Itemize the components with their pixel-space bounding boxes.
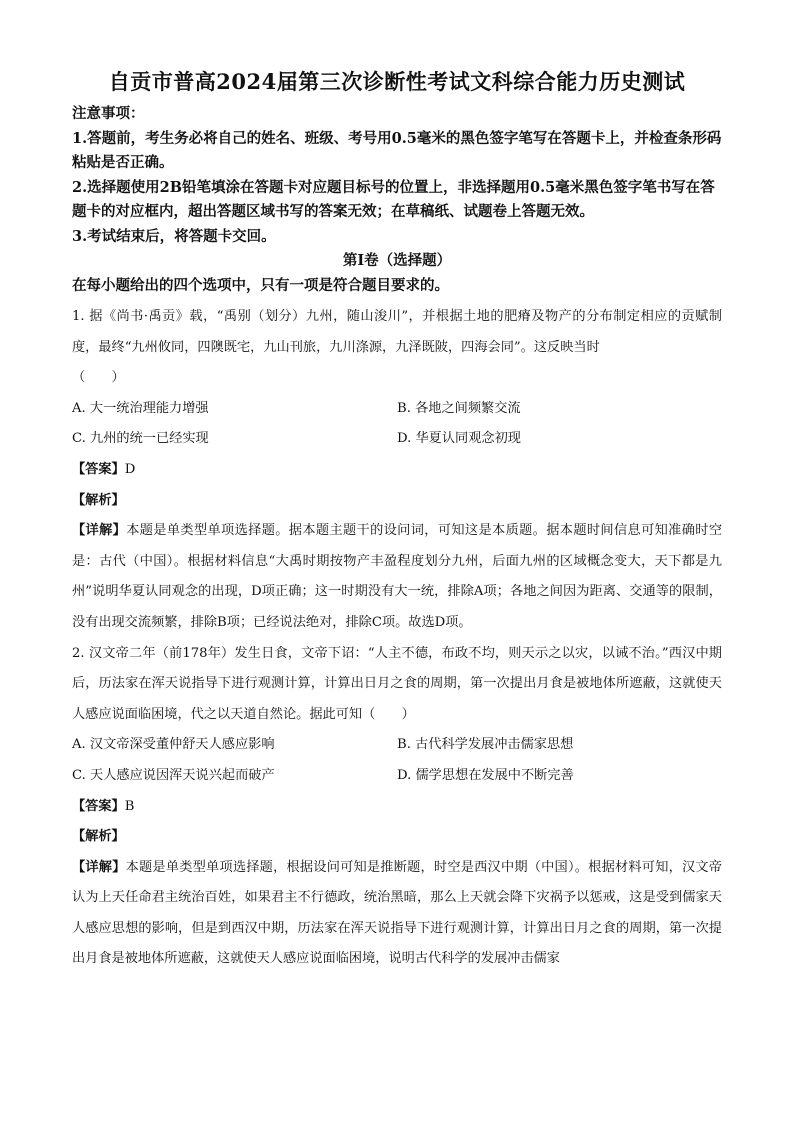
question-2-option-c: C. 天人感应说因浑天说兴起而破产 (72, 767, 275, 783)
detail-tag: 【详解】 (72, 859, 126, 875)
question-1-option-c: C. 九州的统一已经实现 (72, 431, 209, 447)
notice-item-3: 3.考试结束后，将答题卡交回。 (72, 227, 276, 245)
question-2-option-b: B. 古代科学发展冲击儒家思想 (397, 737, 574, 753)
question-2 (72, 639, 722, 976)
question-1 (72, 302, 722, 639)
question-1-answer (72, 455, 722, 486)
question-1-detail (72, 516, 722, 638)
answer-tag: 【答案】 (72, 461, 125, 477)
question-2-option-a: A. 汉文帝深受董仲舒天人感应影响 (72, 737, 275, 753)
section-title: 第Ⅰ卷（选择题） (342, 252, 452, 269)
question-1-stem: 1. 据《尚书·禹贡》载，“禹别（划分）九州，随山浚川”，并根据土地的肥瘠及物产的分布制定相应的贡赋制度，最终“九州攸同，四隩既宅，九山刊旅，九川涤源，九泽既陂，四海会同”。这反映当时 (72, 309, 722, 355)
notice-heading: 注意事项： (72, 105, 145, 122)
question-2-options (72, 730, 722, 791)
question-2-analysis-heading (72, 822, 722, 853)
answer-value: D (124, 461, 136, 477)
question-2-option-d: D. 儒学思想在发展中不断完善 (397, 767, 574, 783)
question-1-options (72, 394, 722, 455)
question-1-analysis-heading (72, 486, 722, 517)
answer-tag: 【答案】 (72, 798, 125, 814)
section-instruction: 在每小题给出的四个选项中，只有一项是符合题目要求的。 (72, 276, 449, 294)
question-1-option-a: A. 大一统治理能力增强 (72, 400, 209, 416)
notice-item-1: 1.答题前，考生务必将自己的姓名、班级、考号用0.5毫米的黑色签字笔写在答题卡上，并检查条形码粘贴是否正确。 (72, 129, 722, 171)
analysis-tag: 【解析】 (72, 829, 125, 845)
detail-tag: 【详解】 (72, 523, 127, 539)
question-2-stem: 2. 汉文帝二年（前178年）发生日食，文帝下诏：“人主不德，布政不均，则天示之以灾，以诫不治。”西汉中期后，历法家在浑天说指导下进行观测计算，计算出日月之食的周期，第一次提出月食是被地体所遮蔽，这就使天人感应说面临困境，代之以天道自然论。据此可知（ ） (72, 645, 722, 722)
detail-text: 本题是单类型单项选择题。据本题主题干的设问词，可知这是本质题。据本题时间信息可知准确时空是：古代（中国）。根据材料信息“大禹时期按物产丰盈程度划分九州，后面九州的区域概念变大，天下都是九州”说明华夏认同观念的出现，D项正确；这一时期没有大一统，排除A项；各地之间因为距离、交通等的限制，没有出现交流频繁，排除B项；已经说法绝对，排除C项。故选D项。 (72, 523, 723, 630)
question-1-option-b: B. 各地之间频繁交流 (397, 400, 521, 416)
question-2-answer (72, 792, 722, 823)
question-1-paren: （ ） (72, 370, 125, 386)
question-1-option-d: D. 华夏认同观念初现 (397, 431, 521, 447)
detail-text: 本题是单类型单项选择题，根据设问可知是推断题，时空是西汉中期（中国）。根据材料可知，汉文帝认为上天任命君主统治百姓，如果君主不行德政，统治黑暗，那么上天就会降下灾祸予以惩戒，这是受到儒家天人感应思想的影响，但是到西汉中期，历法家在浑天说指导下进行观测计算，计算出日月之食的周期，第一次提出月食是被地体所遮蔽，这就使天人感应说面临困境，说明古代科学的发展冲击儒家 (72, 859, 722, 967)
question-2-detail (72, 853, 722, 975)
analysis-tag: 【解析】 (72, 492, 125, 508)
answer-value: B (124, 798, 135, 814)
notice-item-2: 2.选择题使用2B铅笔填涂在答题卡对应题目标号的位置上，非选择题用0.5毫米黑色签字笔书写在答题卡的对应框内，超出答题区域书写的答案无效；在草稿纸、试题卷上答题无效。 (72, 178, 715, 220)
document-title: 自贡市普高2024届第三次诊断性考试文科综合能力历史测试 (108, 69, 686, 94)
